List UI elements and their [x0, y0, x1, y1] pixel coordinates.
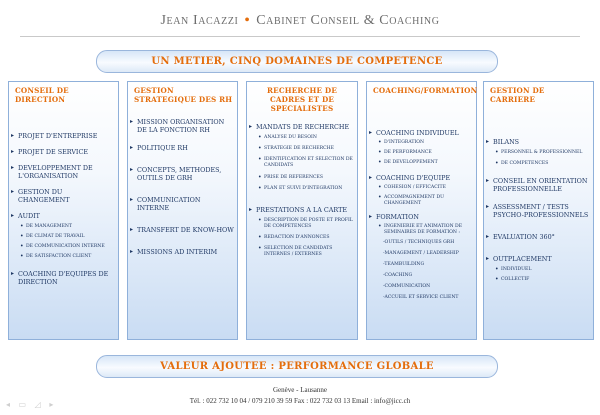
list-item: ▸ CONSEIL EN ORIENTATION PROFESSIONNELLE: [484, 177, 593, 193]
list-item: ▸ MISSION ORGANISATION DE LA FONCTION RH: [128, 118, 237, 134]
column-recherche-cadres: [246, 81, 358, 340]
sub-item: • DE COMMUNICATION INTERNE: [9, 244, 118, 250]
list-item: ▸ COACHING INDIVIDUEL: [367, 129, 476, 137]
list-item: ▸ CONCEPTS, METHODES, OUTILS DE GRH: [128, 166, 237, 182]
column-title: RECHERCHE DE CADRES ET DE SPECIALISTES: [266, 86, 338, 113]
sub-item: • DESCRIPTION DE POSTE ET PROFIL DE COMPETENCES: [247, 218, 357, 230]
footer-city: Genève - Lausanne: [272, 386, 328, 394]
consultant-name: Jean Iacazzi: [160, 13, 239, 28]
list-item: ▸ PROJET DE SERVICE: [9, 148, 118, 156]
slide-nav-icons: ◂ ▭ ◿ ▸: [6, 400, 57, 409]
column-title: CONSEIL DE DIRECTION: [15, 86, 69, 104]
column-coaching-formation: [366, 81, 477, 340]
list-item: ▸ EVALUATION 360°: [484, 233, 593, 241]
bottom-banner: VALEUR AJOUTEE : PERFORMANCE GLOBALE: [96, 355, 498, 378]
sub-item: • REDACTION D'ANNONCES: [247, 235, 357, 241]
sub-item: • DE PERFORMANCE: [367, 150, 476, 156]
list-item: ▸ OUTPLACEMENT: [484, 255, 593, 263]
sub-item: • IDENTIFICATION ET SELECTION DE CANDIDATS: [247, 157, 357, 169]
list-item: ▸ ASSESSMENT / TESTS PSYCHO-PROFESSIONNELS: [484, 203, 593, 219]
list-item: ▸ BILANS: [484, 138, 593, 146]
column-title: GESTION STRATEGIQUE DES RH: [134, 86, 233, 104]
sub-item: -COMMUNICATION: [383, 284, 431, 289]
sub-item: -TEAMBUILDING: [383, 262, 425, 267]
list-item: ▸ DEVELOPPEMENT DE L'ORGANISATION: [9, 164, 118, 180]
page-title: [0, 13, 600, 29]
sub-item: • ACCOMPAGNEMENT DU CHANGEMENT: [367, 195, 476, 207]
sub-item: • DE CLIMAT DE TRAVAIL: [9, 234, 118, 240]
title-divider: [20, 36, 580, 37]
sub-item: • DE SATISFACTION CLIENT: [9, 254, 118, 260]
sub-item: • ANALYSE DU BESOIN: [247, 135, 357, 141]
list-item: ▸ FORMATION: [367, 213, 476, 221]
footer-contact: Tél. : 022 732 10 04 / 079 210 39 59 Fax : 022 732 03 13 Email : info@jicc.ch: [189, 397, 411, 405]
sub-item: • STRATEGIE DE RECHERCHE: [247, 146, 357, 152]
firm-name: Cabinet Conseil & Coaching: [256, 13, 440, 28]
sub-item: • INGENIERIE ET ANIMATION DE SEMINAIRES DE FORMATION :: [367, 224, 476, 236]
column-gestion-carriere: [483, 81, 594, 340]
sub-item: -OUTILS / TECHNIQUES GRH: [383, 240, 455, 245]
sub-item: -COACHING: [383, 273, 413, 278]
sub-item: • INDIVIDUEL: [484, 267, 593, 273]
sub-item: • D'INTEGRATION: [367, 140, 476, 146]
column-title: GESTION DE CARRIERE: [490, 86, 545, 104]
list-item: ▸ MANDATS DE RECHERCHE: [247, 123, 357, 131]
competence-columns: [8, 81, 594, 342]
list-item: ▸ MISSIONS AD INTERIM: [128, 248, 237, 256]
column-conseil-direction: [8, 81, 119, 340]
list-item: ▸ POLITIQUE RH: [128, 144, 237, 152]
list-item: ▸ GESTION DU CHANGEMENT: [9, 188, 118, 204]
column-gestion-rh: [127, 81, 238, 340]
sub-item: • DE COMPETENCES: [484, 161, 593, 167]
column-title: COACHING/FORMATION: [373, 86, 478, 95]
sub-item: • PLAN ET SUIVI D'INTEGRATION: [247, 186, 357, 192]
sub-item: • DE MANAGEMENT: [9, 224, 118, 230]
title-bullet: •: [244, 13, 251, 28]
sub-item: • DE DEVELOPPEMENT: [367, 160, 476, 166]
top-banner: UN METIER, CINQ DOMAINES DE COMPETENCE: [96, 50, 498, 73]
sub-item: • COLLECTIF: [484, 277, 593, 283]
list-item: ▸ PRESTATIONS A LA CARTE: [247, 206, 357, 214]
list-item: ▸ COACHING D'EQUIPE: [367, 174, 476, 182]
sub-item: • COHESION / EFFICACITE: [367, 185, 476, 191]
list-item: ▸ PROJET D'ENTREPRISE: [9, 132, 118, 140]
sub-item: -ACCUEIL ET SERVICE CLIENT: [383, 295, 459, 300]
sub-item: -MANAGEMENT / LEADERSHIP: [383, 251, 459, 256]
list-item: ▸ AUDIT: [9, 212, 118, 220]
sub-item: • SELECTION DE CANDIDATS INTERNES / EXTERNES: [247, 246, 357, 258]
list-item: ▸ COACHING D'EQUIPES DE DIRECTION: [9, 270, 118, 286]
sub-item: • PERSONNEL & PROFESSIONNEL: [484, 150, 593, 156]
sub-item: • PRISE DE REFERENCES: [247, 175, 357, 181]
list-item: ▸ COMMUNICATION INTERNE: [128, 196, 237, 212]
list-item: ▸ TRANSFERT DE KNOW-HOW: [128, 226, 237, 234]
